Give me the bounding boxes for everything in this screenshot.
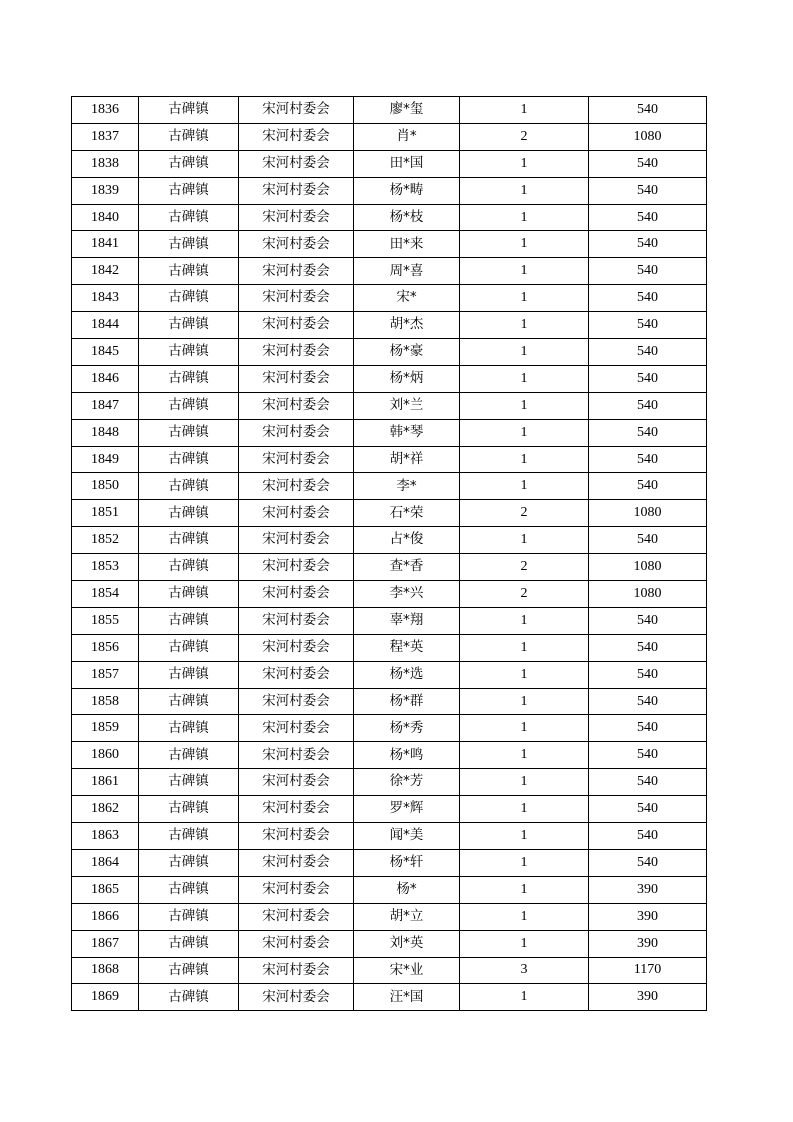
row-number-cell: 1850 [72,473,139,500]
amount-cell: 540 [589,204,707,231]
town-cell: 古碑镇 [139,123,239,150]
town-cell: 古碑镇 [139,661,239,688]
town-cell: 古碑镇 [139,285,239,312]
table-row [72,930,707,957]
amount-cell: 540 [589,527,707,554]
name-cell: 杨* [354,876,460,903]
row-number-cell: 1866 [72,903,139,930]
household-count-cell: 1 [460,876,589,903]
row-number-cell: 1867 [72,930,139,957]
name-cell: 查*香 [354,554,460,581]
household-count-cell: 1 [460,688,589,715]
village-committee-cell: 宋河村委会 [239,204,354,231]
household-count-cell: 1 [460,984,589,1011]
name-cell: 杨*轩 [354,849,460,876]
table-row [72,634,707,661]
town-cell: 古碑镇 [139,312,239,339]
household-count-cell: 1 [460,365,589,392]
amount-cell: 540 [589,661,707,688]
amount-cell: 390 [589,984,707,1011]
name-cell: 杨*畴 [354,177,460,204]
village-committee-cell: 宋河村委会 [239,97,354,124]
household-count-cell: 1 [460,473,589,500]
town-cell: 古碑镇 [139,715,239,742]
village-committee-cell: 宋河村委会 [239,392,354,419]
household-count-cell: 1 [460,607,589,634]
village-committee-cell: 宋河村委会 [239,984,354,1011]
village-committee-cell: 宋河村委会 [239,285,354,312]
name-cell: 胡*祥 [354,446,460,473]
village-committee-cell: 宋河村委会 [239,957,354,984]
table-row [72,473,707,500]
table-row [72,204,707,231]
row-number-cell: 1847 [72,392,139,419]
table-row [72,984,707,1011]
household-count-cell: 2 [460,123,589,150]
town-cell: 古碑镇 [139,930,239,957]
amount-cell: 540 [589,231,707,258]
name-cell: 徐*芳 [354,769,460,796]
village-committee-cell: 宋河村委会 [239,876,354,903]
table-row [72,285,707,312]
table-row [72,957,707,984]
table-body [72,97,707,1011]
table-row [72,554,707,581]
village-committee-cell: 宋河村委会 [239,634,354,661]
town-cell: 古碑镇 [139,984,239,1011]
village-committee-cell: 宋河村委会 [239,688,354,715]
table-row [72,769,707,796]
village-committee-cell: 宋河村委会 [239,849,354,876]
household-count-cell: 1 [460,769,589,796]
village-committee-cell: 宋河村委会 [239,339,354,366]
town-cell: 古碑镇 [139,150,239,177]
row-number-cell: 1864 [72,849,139,876]
amount-cell: 540 [589,285,707,312]
row-number-cell: 1845 [72,339,139,366]
town-cell: 古碑镇 [139,446,239,473]
table-row [72,97,707,124]
town-cell: 古碑镇 [139,204,239,231]
village-committee-cell: 宋河村委会 [239,823,354,850]
row-number-cell: 1856 [72,634,139,661]
village-committee-cell: 宋河村委会 [239,742,354,769]
town-cell: 古碑镇 [139,419,239,446]
household-count-cell: 2 [460,500,589,527]
amount-cell: 540 [589,150,707,177]
household-count-cell: 1 [460,419,589,446]
household-count-cell: 1 [460,527,589,554]
amount-cell: 390 [589,876,707,903]
town-cell: 古碑镇 [139,581,239,608]
household-count-cell: 1 [460,392,589,419]
table-row [72,527,707,554]
village-committee-cell: 宋河村委会 [239,930,354,957]
table-row [72,581,707,608]
town-cell: 古碑镇 [139,177,239,204]
name-cell: 田*来 [354,231,460,258]
village-committee-cell: 宋河村委会 [239,769,354,796]
row-number-cell: 1841 [72,231,139,258]
amount-cell: 540 [589,769,707,796]
amount-cell: 540 [589,365,707,392]
table-row [72,500,707,527]
row-number-cell: 1842 [72,258,139,285]
name-cell: 杨*鸣 [354,742,460,769]
household-count-cell: 1 [460,930,589,957]
amount-cell: 540 [589,258,707,285]
row-number-cell: 1843 [72,285,139,312]
town-cell: 古碑镇 [139,258,239,285]
row-number-cell: 1863 [72,823,139,850]
amount-cell: 390 [589,903,707,930]
town-cell: 古碑镇 [139,688,239,715]
household-count-cell: 1 [460,796,589,823]
town-cell: 古碑镇 [139,527,239,554]
village-committee-cell: 宋河村委会 [239,473,354,500]
row-number-cell: 1865 [72,876,139,903]
amount-cell: 390 [589,930,707,957]
name-cell: 宋*业 [354,957,460,984]
amount-cell: 540 [589,473,707,500]
village-committee-cell: 宋河村委会 [239,177,354,204]
table-row [72,392,707,419]
row-number-cell: 1868 [72,957,139,984]
amount-cell: 540 [589,419,707,446]
amount-cell: 540 [589,339,707,366]
village-committee-cell: 宋河村委会 [239,554,354,581]
village-committee-cell: 宋河村委会 [239,715,354,742]
household-count-cell: 1 [460,231,589,258]
household-count-cell: 1 [460,715,589,742]
household-count-cell: 1 [460,97,589,124]
table-row [72,446,707,473]
row-number-cell: 1836 [72,97,139,124]
amount-cell: 540 [589,312,707,339]
row-number-cell: 1858 [72,688,139,715]
amount-cell: 540 [589,446,707,473]
amount-cell: 1080 [589,500,707,527]
household-count-cell: 1 [460,285,589,312]
row-number-cell: 1846 [72,365,139,392]
name-cell: 杨*选 [354,661,460,688]
table-row [72,231,707,258]
town-cell: 古碑镇 [139,500,239,527]
row-number-cell: 1854 [72,581,139,608]
amount-cell: 540 [589,796,707,823]
name-cell: 廖*玺 [354,97,460,124]
household-count-cell: 1 [460,446,589,473]
row-number-cell: 1851 [72,500,139,527]
town-cell: 古碑镇 [139,339,239,366]
household-count-cell: 1 [460,661,589,688]
household-count-cell: 1 [460,849,589,876]
name-cell: 宋* [354,285,460,312]
amount-cell: 1080 [589,123,707,150]
amount-cell: 1170 [589,957,707,984]
name-cell: 韩*琴 [354,419,460,446]
name-cell: 田*国 [354,150,460,177]
town-cell: 古碑镇 [139,97,239,124]
name-cell: 周*喜 [354,258,460,285]
town-cell: 古碑镇 [139,634,239,661]
town-cell: 古碑镇 [139,903,239,930]
household-count-cell: 1 [460,339,589,366]
table-row [72,177,707,204]
name-cell: 占*俊 [354,527,460,554]
village-committee-cell: 宋河村委会 [239,527,354,554]
town-cell: 古碑镇 [139,957,239,984]
table-row [72,150,707,177]
amount-cell: 540 [589,849,707,876]
town-cell: 古碑镇 [139,554,239,581]
row-number-cell: 1859 [72,715,139,742]
name-cell: 胡*杰 [354,312,460,339]
amount-cell: 540 [589,742,707,769]
village-committee-cell: 宋河村委会 [239,419,354,446]
table-row [72,742,707,769]
row-number-cell: 1840 [72,204,139,231]
table-row [72,661,707,688]
row-number-cell: 1857 [72,661,139,688]
village-committee-cell: 宋河村委会 [239,903,354,930]
row-number-cell: 1869 [72,984,139,1011]
row-number-cell: 1839 [72,177,139,204]
table-row [72,796,707,823]
row-number-cell: 1860 [72,742,139,769]
household-count-cell: 2 [460,581,589,608]
amount-cell: 540 [589,715,707,742]
village-committee-cell: 宋河村委会 [239,258,354,285]
table-row [72,123,707,150]
row-number-cell: 1862 [72,796,139,823]
row-number-cell: 1838 [72,150,139,177]
village-committee-cell: 宋河村委会 [239,231,354,258]
table-row [72,419,707,446]
village-committee-cell: 宋河村委会 [239,123,354,150]
table-row [72,258,707,285]
household-count-cell: 1 [460,150,589,177]
row-number-cell: 1861 [72,769,139,796]
row-number-cell: 1849 [72,446,139,473]
household-count-cell: 1 [460,742,589,769]
name-cell: 石*荣 [354,500,460,527]
household-count-cell: 1 [460,823,589,850]
town-cell: 古碑镇 [139,231,239,258]
amount-cell: 540 [589,607,707,634]
table-row [72,903,707,930]
table-row [72,849,707,876]
name-cell: 李*兴 [354,581,460,608]
household-count-cell: 1 [460,634,589,661]
household-count-cell: 1 [460,312,589,339]
village-committee-cell: 宋河村委会 [239,581,354,608]
town-cell: 古碑镇 [139,473,239,500]
town-cell: 古碑镇 [139,742,239,769]
village-committee-cell: 宋河村委会 [239,607,354,634]
village-committee-cell: 宋河村委会 [239,150,354,177]
name-cell: 闻*美 [354,823,460,850]
amount-cell: 540 [589,688,707,715]
table-row [72,688,707,715]
name-cell: 杨*炳 [354,365,460,392]
row-number-cell: 1853 [72,554,139,581]
household-count-cell: 1 [460,258,589,285]
village-committee-cell: 宋河村委会 [239,446,354,473]
row-number-cell: 1852 [72,527,139,554]
row-number-cell: 1844 [72,312,139,339]
amount-cell: 540 [589,634,707,661]
table-row [72,823,707,850]
household-count-cell: 1 [460,903,589,930]
row-number-cell: 1848 [72,419,139,446]
name-cell: 程*英 [354,634,460,661]
name-cell: 肖* [354,123,460,150]
amount-cell: 540 [589,97,707,124]
amount-cell: 1080 [589,554,707,581]
table-row [72,365,707,392]
table-row [72,876,707,903]
town-cell: 古碑镇 [139,849,239,876]
name-cell: 刘*英 [354,930,460,957]
name-cell: 罗*辉 [354,796,460,823]
name-cell: 杨*枝 [354,204,460,231]
table-row [72,715,707,742]
name-cell: 汪*国 [354,984,460,1011]
village-committee-cell: 宋河村委会 [239,365,354,392]
household-count-cell: 1 [460,204,589,231]
amount-cell: 540 [589,177,707,204]
village-committee-cell: 宋河村委会 [239,500,354,527]
town-cell: 古碑镇 [139,392,239,419]
table-row [72,312,707,339]
row-number-cell: 1837 [72,123,139,150]
amount-cell: 1080 [589,581,707,608]
town-cell: 古碑镇 [139,876,239,903]
village-committee-cell: 宋河村委会 [239,312,354,339]
name-cell: 刘*兰 [354,392,460,419]
town-cell: 古碑镇 [139,769,239,796]
household-count-cell: 3 [460,957,589,984]
table-row [72,607,707,634]
row-number-cell: 1855 [72,607,139,634]
name-cell: 杨*秀 [354,715,460,742]
household-count-cell: 2 [460,554,589,581]
name-cell: 杨*豪 [354,339,460,366]
town-cell: 古碑镇 [139,607,239,634]
town-cell: 古碑镇 [139,823,239,850]
name-cell: 杨*群 [354,688,460,715]
name-cell: 胡*立 [354,903,460,930]
amount-cell: 540 [589,823,707,850]
town-cell: 古碑镇 [139,796,239,823]
village-committee-cell: 宋河村委会 [239,661,354,688]
table-row [72,339,707,366]
name-cell: 李* [354,473,460,500]
town-cell: 古碑镇 [139,365,239,392]
name-cell: 辜*翔 [354,607,460,634]
amount-cell: 540 [589,392,707,419]
beneficiary-table [71,96,707,1011]
village-committee-cell: 宋河村委会 [239,796,354,823]
household-count-cell: 1 [460,177,589,204]
